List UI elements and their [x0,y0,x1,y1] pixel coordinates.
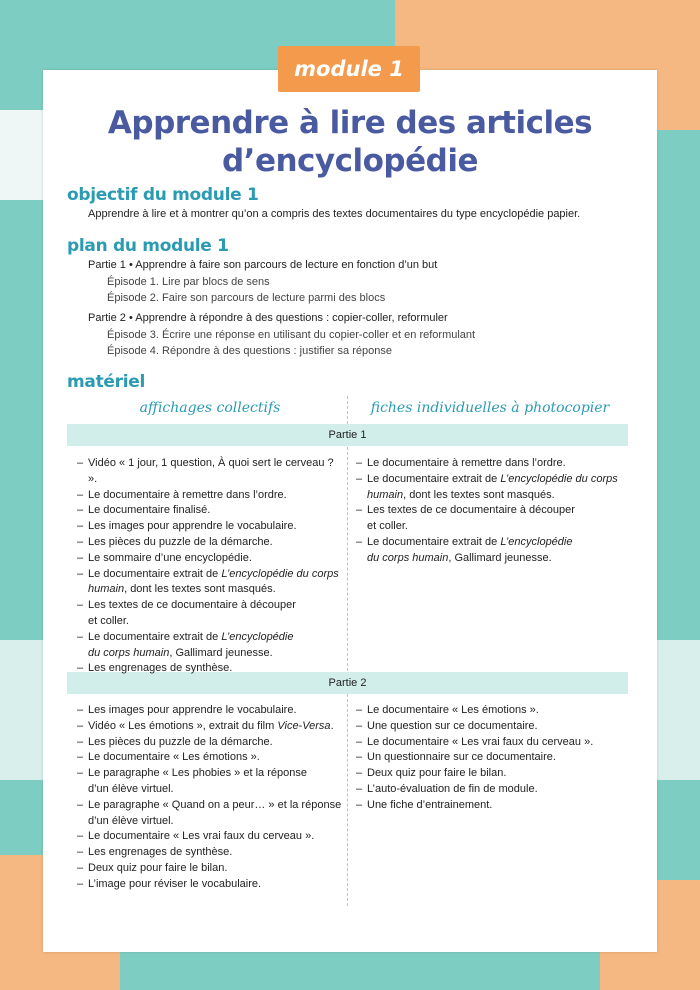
list-item: – Le documentaire extrait de L’encyclopédie du corps humain, Gallimard jeunesse. [77,630,342,662]
list-item: – Les pièces du puzzle de la démarche. [77,535,342,551]
column-header-individuelles: fiches individuelles à photocopier [370,400,610,416]
plan-partie-1: Partie 1 • Apprendre à faire son parcours de lecture en fonction d’un but [88,259,438,271]
column-header-collectifs: affichages collectifs [139,400,281,416]
plan-episode-4: Épisode 4. Répondre à des questions : justifier sa réponse [107,345,392,357]
partie-1-bar: Partie 1 [67,424,628,446]
partie-2-bar: Partie 2 [67,672,628,694]
partie-1-collectifs-list [77,456,342,677]
materiel-heading: matériel [67,372,146,392]
column-divider [347,447,348,671]
module-tag: module 1 [278,46,420,92]
list-item: – Le documentaire extrait de L’encyclopédie du corps humain, dont les textes sont masqués. [77,567,342,599]
plan-episode-1: Épisode 1. Lire par blocs de sens [107,276,270,288]
list-item: – Les pièces du puzzle de la démarche. [77,735,345,751]
list-item: – Le documentaire « Les vrai faux du cerveau ». [356,735,626,751]
objectif-heading: objectif du module 1 [67,185,259,205]
title-line: Apprendre à lire des articles [107,105,593,141]
list-item: – Le documentaire « Les émotions ». [77,750,345,766]
title-line: d’encyclopédie [221,143,478,179]
list-item: – Le paragraphe « Quand on a peur… » et la réponse d’un élève virtuel. [77,798,345,830]
list-item: – Une question sur ce documentaire. [356,719,626,735]
list-item: – Les engrenages de synthèse. [77,661,342,677]
list-item: – Vidéo « 1 jour, 1 question, À quoi sert le cerveau ? ». [77,456,342,488]
list-item: – Les images pour apprendre le vocabulaire. [77,519,342,535]
list-item: – Les engrenages de synthèse. [77,845,345,861]
list-item: – Une fiche d’entrainement. [356,798,626,814]
list-item: – Les textes de ce documentaire à découper et coller. [356,503,626,535]
partie-2-individuelles-list [356,703,626,814]
list-item: – Les images pour apprendre le vocabulaire. [77,703,345,719]
list-item: – L’auto-évaluation de fin de module. [356,782,626,798]
list-item: – Vidéo « Les émotions », extrait du film Vice-Versa. [77,719,345,735]
list-item: – Le paragraphe « Les phobies » et la réponse d’un élève virtuel. [77,766,345,798]
list-item: – L’image pour réviser le vocabulaire. [77,877,345,893]
list-item: – Le documentaire à remettre dans l’ordre. [77,488,342,504]
list-item: – Le documentaire extrait de L’encyclopédie du corps humain, Gallimard jeunesse. [356,535,626,567]
list-item: – Le sommaire d’une encyclopédie. [77,551,342,567]
objectif-text: Apprendre à lire et à montrer qu’on a compris des textes documentaires du type encyclopédie papier. [88,208,581,220]
plan-episode-2: Épisode 2. Faire son parcours de lecture parmi des blocs [107,292,386,304]
plan-partie-2: Partie 2 • Apprendre à répondre à des questions : copier-coller, reformuler [88,312,448,324]
list-item: – Le documentaire « Les émotions ». [356,703,626,719]
plan-heading: plan du module 1 [67,236,229,256]
partie-2-collectifs-list [77,703,345,893]
list-item: – Le documentaire « Les vrai faux du cerveau ». [77,829,345,845]
partie-1-individuelles-list [356,456,626,567]
column-divider [347,694,348,906]
page-title [43,104,657,180]
list-item: – Deux quiz pour faire le bilan. [356,766,626,782]
list-item: – Les textes de ce documentaire à découper et coller. [77,598,342,630]
plan-episode-3: Épisode 3. Écrire une réponse en utilisant du copier-coller et en reformulant [107,329,476,341]
column-divider [347,396,348,424]
list-item: – Un questionnaire sur ce documentaire. [356,750,626,766]
list-item: – Le documentaire finalisé. [77,503,342,519]
list-item: – Le documentaire à remettre dans l’ordre. [356,456,626,472]
list-item: – Deux quiz pour faire le bilan. [77,861,345,877]
list-item: – Le documentaire extrait de L’encyclopédie du corps humain, dont les textes sont masqués. [356,472,626,504]
